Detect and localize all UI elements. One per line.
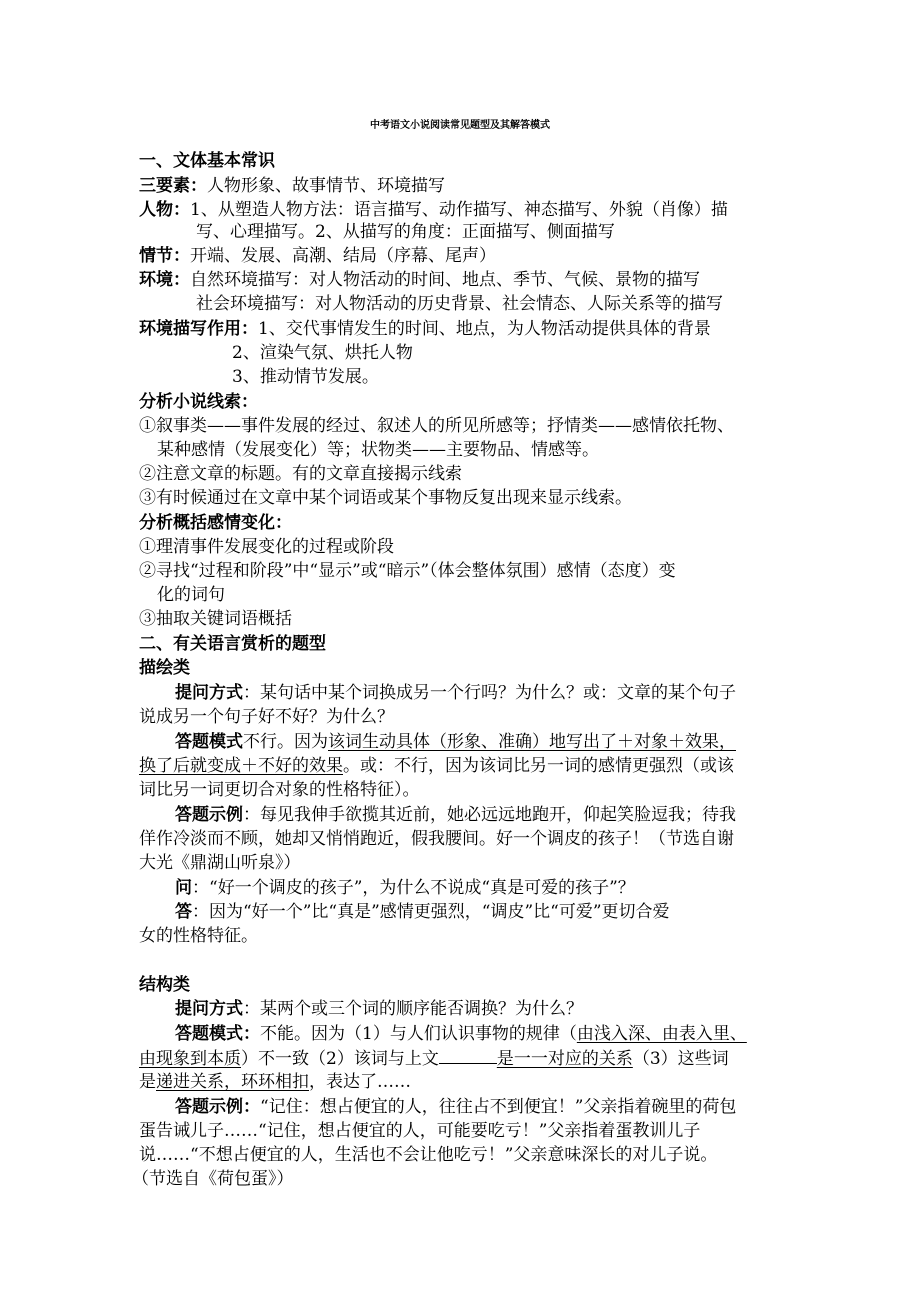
env-function-text-1: 1、交代事情发生的时间、地点，为人物活动提供具体的背景 bbox=[258, 319, 711, 339]
desc-example-label: 答题示例 bbox=[175, 805, 243, 825]
environment-label: 环境： bbox=[139, 270, 190, 290]
desc-example-text-1: 每见我伸手欲揽其近前，她必远远地跑开，仰起笑脸逗我；待我 bbox=[260, 805, 736, 825]
struct-mode-underline-1: 由浅入深、由表入里、 bbox=[576, 1024, 747, 1044]
section-1-heading: 一、文体基本常识 bbox=[139, 151, 275, 171]
emotion-line-2: ②寻找“过程和阶段”中“显示”或“暗示”（体会整体氛围）感情（态度）变 bbox=[139, 561, 676, 581]
clue-line-3: ②注意文章的标题。有的文章直接揭示线索 bbox=[139, 464, 462, 484]
struct-example-text-1: “记住：想占便宜的人，往往占不到便宜！”父亲指着碗里的荷包 bbox=[260, 1097, 737, 1117]
emotion-heading: 分析概括感情变化： bbox=[139, 513, 292, 533]
emotion-line-3: 化的词句 bbox=[157, 585, 225, 605]
struct-example-line-3: 说……“不想占便宜的人，生活也不会让他吃亏！”父亲意味深长的对儿子说。 bbox=[139, 1145, 718, 1165]
desc-ask-text-1: 某句话中某个词换成另一个行吗？为什么？或：文章的某个句子 bbox=[260, 683, 736, 703]
env-function-line-3: 3、推动情节发展。 bbox=[232, 367, 379, 387]
desc-mode-line-1 bbox=[175, 730, 736, 754]
struct-mode-text-a: 不能。因为（1）与人们认识事物的规律（ bbox=[260, 1024, 577, 1044]
environment-text-1: 自然环境描写：对人物活动的时间、地点、季节、气候、景物的描写 bbox=[190, 270, 700, 290]
three-elements-text: 人物形象、故事情节、环境描写 bbox=[207, 176, 445, 196]
page-title: 中考语文小说阅读常见题型及其解答模式 bbox=[370, 120, 550, 131]
struct-ask-label: 提问方式 bbox=[175, 999, 243, 1019]
desc-answer-text-1: ：因为“好一个”比“真是”感情更强烈，“调皮”比“可爱”更切合爱 bbox=[192, 902, 670, 922]
desc-example-line-2: 佯作冷淡而不顾，她却又悄悄跑近，假我腰间。好一个调皮的孩子！（节选自谢 bbox=[139, 829, 734, 849]
struct-ask-colon: ： bbox=[243, 999, 260, 1019]
desc-mode-line-3: 词比另一词更切合对象的性格特征）。 bbox=[139, 780, 420, 800]
struct-mode-underline-2: 由现象到本质 bbox=[139, 1049, 241, 1069]
desc-question-line bbox=[175, 876, 635, 900]
three-elements-label: 三要素： bbox=[139, 176, 207, 196]
structural-heading: 结构类 bbox=[139, 975, 190, 995]
desc-mode-label: 答题模式 bbox=[175, 732, 243, 752]
descriptive-heading: 描绘类 bbox=[139, 658, 190, 678]
desc-mode-underline-1: 该词生动具体（形象、准确）地写出了＋对象＋效果， bbox=[328, 732, 736, 752]
emotion-line-4: ③抽取关键词语概括 bbox=[139, 609, 292, 629]
plot-line bbox=[139, 244, 496, 268]
three-elements-line bbox=[139, 174, 445, 198]
character-text-1: 1、从塑造人物方法：语言描写、动作描写、神态描写、外貌（肖像）描 bbox=[190, 200, 728, 220]
struct-example-line-2: 蛋告诫儿子……“记住，想占便宜的人，可能要吃亏！”父亲指着蛋教训儿子 bbox=[139, 1121, 701, 1141]
struct-mode-underline-4: 递进关系，环环相扣 bbox=[156, 1072, 309, 1092]
plot-label: 情节： bbox=[139, 246, 190, 266]
desc-mode-line-2 bbox=[139, 754, 734, 778]
struct-mode-text-c: （3）这些词 bbox=[632, 1049, 729, 1069]
clue-line-4: ③有时候通过在文章中某个词语或某个事物反复出现来显示线索。 bbox=[139, 488, 632, 508]
environment-line-2: 社会环境描写：对人物活动的历史背景、社会情态、人际关系等的描写 bbox=[196, 294, 723, 314]
desc-question-text: ：“好一个调皮的孩子”，为什么不说成“真是可爱的孩子”？ bbox=[192, 878, 635, 898]
env-function-label: 环境描写作用： bbox=[139, 319, 258, 339]
desc-ask-line-1 bbox=[175, 681, 736, 705]
desc-mode-text-a: 不行。因为 bbox=[243, 732, 328, 752]
struct-example-line-1 bbox=[175, 1095, 736, 1119]
struct-mode-line-2 bbox=[139, 1046, 729, 1071]
character-label: 人物： bbox=[139, 200, 190, 220]
struct-mode-text-b: ）不一致（2）该词与上文 bbox=[241, 1049, 439, 1069]
clue-line-2: 某种感情（发展变化）等；状物类——主要物品、情感等。 bbox=[157, 440, 599, 460]
struct-mode-line-1 bbox=[175, 1022, 747, 1046]
struct-ask-text: 某两个或三个词的顺序能否调换？为什么？ bbox=[260, 999, 583, 1019]
fill-in-blank bbox=[439, 1046, 497, 1064]
answer-label: 答 bbox=[175, 902, 192, 922]
struct-ask-line bbox=[175, 997, 583, 1021]
desc-answer-line-2: 女的性格特征。 bbox=[139, 926, 258, 946]
struct-mode-label: 答题模式： bbox=[175, 1024, 260, 1044]
desc-mode-text-b: 。或：不行，因为该词比另一词的感情更强烈（或该 bbox=[343, 756, 734, 776]
character-line-2: 写、心理描写。2、从描写的角度：正面描写、侧面描写 bbox=[196, 222, 615, 242]
clue-line-1: ①叙事类——事件发展的经过、叙述人的所见所感等；抒情类——感情依托物、 bbox=[139, 416, 734, 436]
character-line-1 bbox=[139, 198, 728, 222]
desc-ask-label: 提问方式 bbox=[175, 683, 243, 703]
desc-example-colon: ： bbox=[243, 805, 260, 825]
question-label: 问 bbox=[175, 878, 192, 898]
env-function-line-1 bbox=[139, 317, 711, 341]
desc-ask-line-2: 说成另一个句子好不好？为什么？ bbox=[139, 707, 394, 727]
desc-ask-colon: ： bbox=[243, 683, 260, 703]
struct-mode-text-e: ，表达了…… bbox=[309, 1072, 411, 1092]
struct-mode-text-d: 是 bbox=[139, 1072, 156, 1092]
desc-example-line-1 bbox=[175, 803, 736, 827]
plot-text: 开端、发展、高潮、结局（序幕、尾声） bbox=[190, 246, 496, 266]
desc-example-line-3: 大光《鼎湖山听泉》） bbox=[139, 853, 301, 873]
env-function-line-2: 2、渲染气氛、烘托人物 bbox=[232, 343, 413, 363]
struct-example-line-4: （节选自《荷包蛋》） bbox=[132, 1169, 294, 1189]
section-2-heading: 二、有关语言赏析的题型 bbox=[139, 634, 326, 654]
desc-mode-underline-2: 换了后就变成＋不好的效果 bbox=[139, 756, 343, 776]
clue-heading: 分析小说线索： bbox=[139, 392, 258, 412]
environment-line-1 bbox=[139, 268, 700, 292]
desc-answer-line-1 bbox=[175, 900, 670, 924]
struct-mode-line-3 bbox=[139, 1070, 411, 1094]
emotion-line-1: ①理清事件发展变化的过程或阶段 bbox=[139, 537, 394, 557]
struct-mode-underline-3: 是一一对应的关系 bbox=[496, 1049, 633, 1069]
struct-example-label: 答题示例： bbox=[175, 1097, 260, 1117]
